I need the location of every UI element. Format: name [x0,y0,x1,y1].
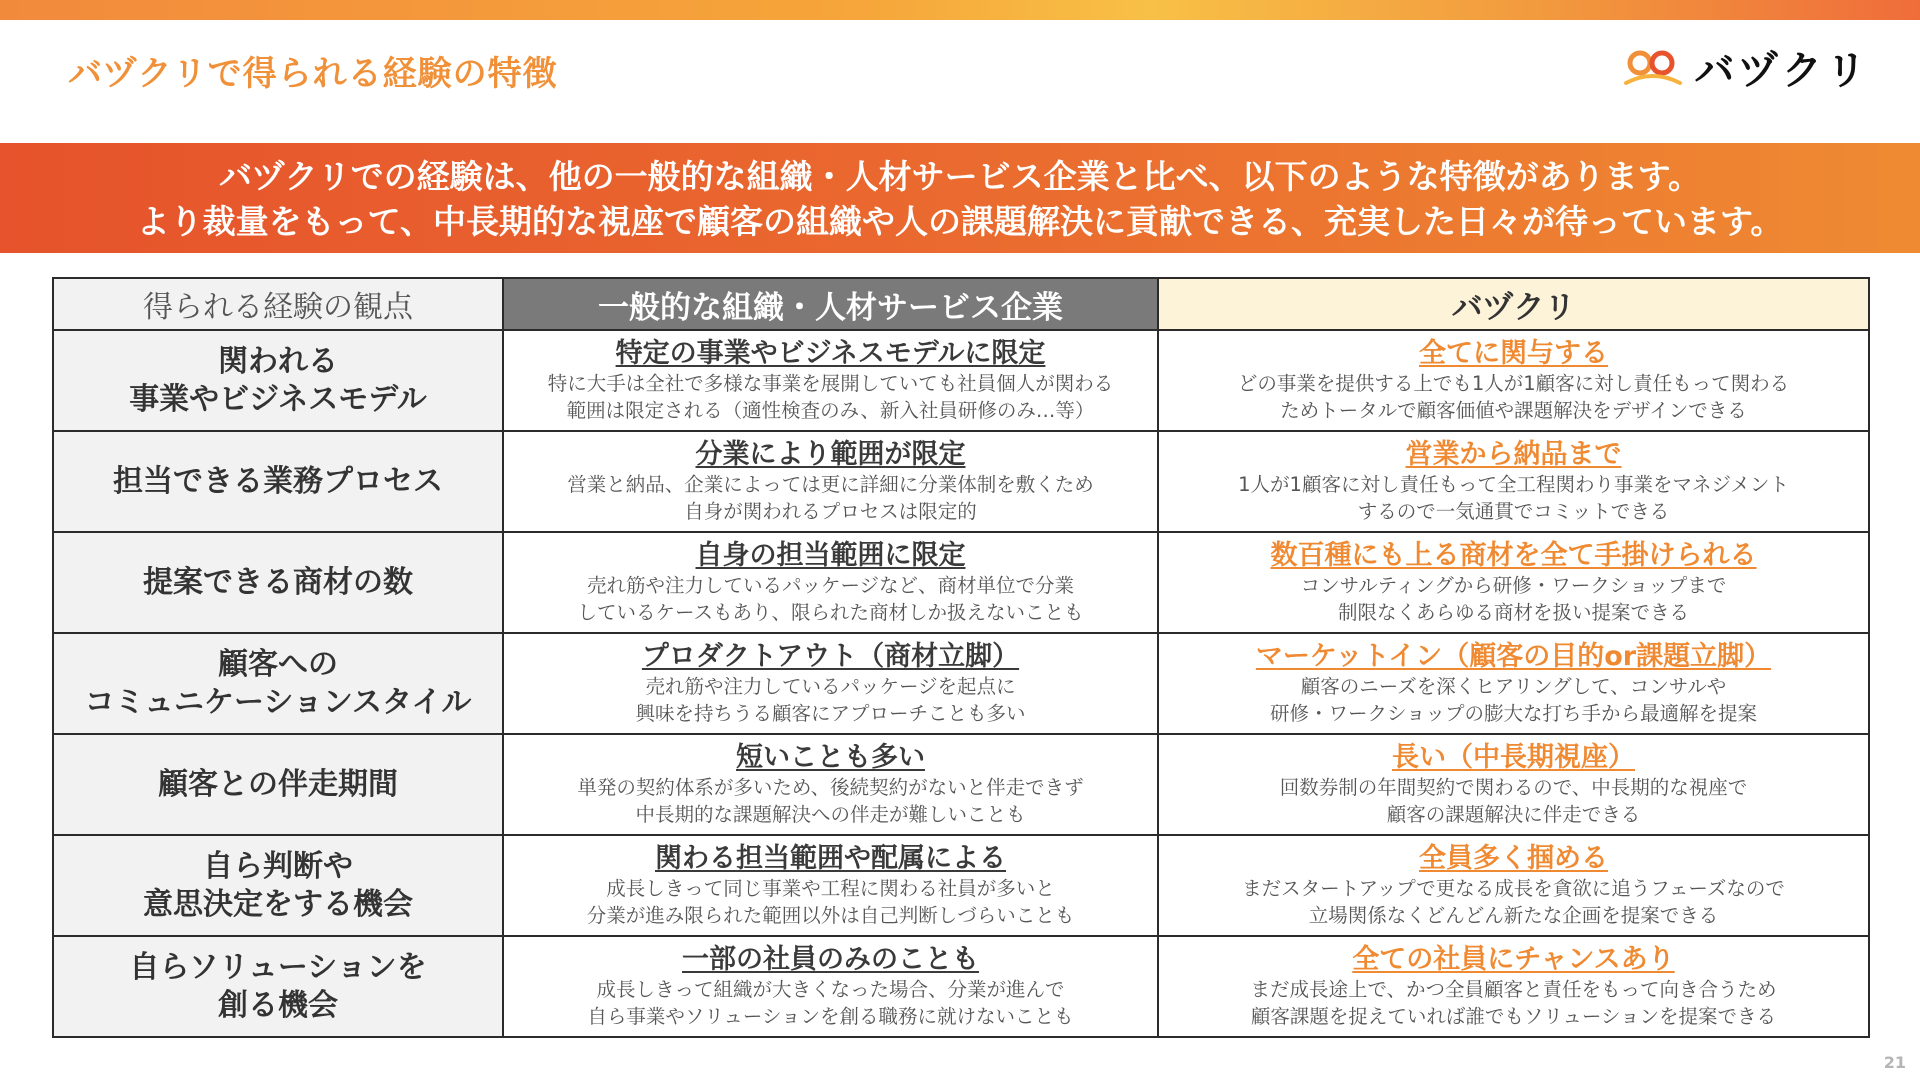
general-cell-description [504,774,1157,828]
brand-logo [1622,42,1870,92]
bazukuri-cell-description [1159,471,1868,525]
general-cell-title: プロダクトアウト（商材立脚） [641,640,1020,672]
bazukuri-cell-title: 数百種にも上る商材を全て手掛けられる [1270,539,1757,571]
description-line: まだ成長途上で、かつ全員顧客と責任をもって向き合うため [1250,977,1777,1001]
description-line: 回数券制の年間契約で関わるので、中長期的な視座で [1279,775,1748,799]
header-general-company: 一般的な組織・人材サービス企業 [503,278,1158,330]
description-line: 成長しきって組織が大きくなった場合、分業が進んで [596,977,1065,1001]
description-line: 立場関係なくどんどん新たな企画を提案できる [1308,903,1719,927]
general-cell-title: 分業により範囲が限定 [695,438,966,470]
description-line: 顧客課題を捉えていれば誰でもソリューションを提案できる [1250,1004,1777,1028]
aspect-label-line: 自ら判断や [203,848,353,884]
bazukuri-cell-title: 長い（中長期視座） [1392,741,1635,773]
aspect-label-line: コミュニケーションスタイル [84,684,472,720]
table-row [53,835,1869,936]
bazukuri-cell-title: 全てに関与する [1419,337,1608,369]
description-line: 1人が1顧客に対し責任もって全工程関わり事業をマネジメント [1238,472,1789,496]
description-line: 分業が進み限られた範囲以外は自己判断しづらいことも [586,903,1075,927]
description-line: 成長しきって同じ事業や工程に関わる社員が多いと [606,876,1055,900]
description-line: 興味を持ちうる顧客にアプローチことも多い [635,701,1026,725]
page-number: 21 [1883,1053,1906,1072]
bazukuri-cell-description [1159,976,1868,1030]
table-row [53,532,1869,633]
logo-mark-icon [1622,47,1684,87]
table-header-row [53,278,1869,330]
bazukuri-cell-description [1159,875,1868,929]
description-line: 研修・ワークショップの膨大な打ち手から最適解を提案 [1269,701,1758,725]
bazukuri-cell-description [1159,572,1868,626]
description-line: 制限なくあらゆる商材を扱い提案できる [1337,600,1689,624]
summary-banner [0,143,1920,253]
bazukuri-cell [1158,734,1869,835]
description-line: 売れ筋や注力しているパッケージを起点に [645,674,1016,698]
description-line: まだスタートアップで更なる成長を貪欲に追うフェーズなので [1242,876,1785,900]
general-company-cell [503,835,1158,936]
comparison-table [52,277,1870,1038]
bazukuri-cell [1158,330,1869,431]
description-line: 特に大手は全社で多様な事業を展開していても社員個人が関わる [547,371,1114,395]
description-line: 自身が関われるプロセスは限定的 [684,499,977,523]
table-row [53,734,1869,835]
general-cell-description [504,875,1157,929]
aspect-cell [53,532,503,633]
aspect-cell [53,936,503,1037]
aspect-label-line: 創る機会 [218,987,338,1023]
general-cell-title: 特定の事業やビジネスモデルに限定 [615,337,1046,369]
aspect-label-line: 意思決定をする機会 [143,886,413,922]
description-line: 単発の契約体系が多いため、後続契約がないと伴走できず [577,775,1084,799]
bazukuri-cell-description [1159,673,1868,727]
bazukuri-cell-description [1159,370,1868,424]
bazukuri-cell-title: 営業から納品まで [1405,438,1622,470]
general-cell-title: 関わる担当範囲や配属による [655,842,1006,874]
general-cell-description [504,471,1157,525]
banner-line-2: より裁量をもって、中長期的な視座で顧客の組織や人の課題解決に貢献できる、充実した日々が待っています。 [136,202,1784,241]
logo-text: バヅクリ [1694,47,1870,94]
table-row [53,633,1869,734]
description-line: 営業と納品、企業によっては更に詳細に分業体制を敷くため [567,472,1094,496]
description-line: するので一気通貫でコミットできる [1357,499,1670,523]
header-aspect: 得られる経験の観点 [53,278,503,330]
bazukuri-cell [1158,532,1869,633]
table-row [53,936,1869,1037]
description-line: コンサルティングから研修・ワークショップまで [1300,573,1727,597]
aspect-cell [53,734,503,835]
aspect-cell [53,431,503,532]
description-line: 顧客の課題解決に伴走できる [1386,802,1641,826]
bazukuri-cell-title: 全ての社員にチャンスあり [1352,943,1675,975]
top-accent-bar [0,0,1920,20]
bazukuri-cell [1158,431,1869,532]
aspect-label-line: 自らソリューションを [129,949,427,985]
general-cell-description [504,572,1157,626]
general-company-cell [503,330,1158,431]
general-company-cell [503,936,1158,1037]
general-cell-description [504,370,1157,424]
aspect-cell [53,633,503,734]
aspect-cell [53,835,503,936]
description-line: 範囲は限定される（適性検査のみ、新入社員研修のみ…等） [566,398,1095,422]
description-line: 顧客のニーズを深くヒアリングして、コンサルや [1300,674,1727,698]
description-line: ためトータルで顧客価値や課題解決をデザインできる [1280,398,1747,422]
bazukuri-cell-title: マーケットイン（顧客の目的or課題立脚） [1255,640,1772,672]
description-line: 中長期的な課題解決への伴走が難しいことも [635,802,1026,826]
header-bazukuri: バヅクリ [1158,278,1869,330]
general-company-cell [503,734,1158,835]
description-line: 売れ筋や注力しているパッケージなど、商材単位で分業 [586,573,1075,597]
aspect-label-line: 関われる [218,343,338,379]
general-cell-description [504,976,1157,1030]
aspect-cell [53,330,503,431]
table-row [53,431,1869,532]
aspect-label-line: 提案できる商材の数 [143,564,413,600]
bazukuri-cell [1158,633,1869,734]
aspect-label-line: 事業やビジネスモデル [129,381,427,417]
page-title: バヅクリで得られる経験の特徴 [68,54,558,94]
bazukuri-cell-title: 全員多く掴める [1419,842,1608,874]
bazukuri-cell-description [1159,774,1868,828]
general-cell-title: 一部の社員のみのことも [682,943,979,975]
general-cell-title: 短いことも多い [736,741,925,773]
general-cell-description [504,673,1157,727]
aspect-label-line: 顧客への [218,646,338,682]
table-row [53,330,1869,431]
banner-line-1: バヅクリでの経験は、他の一般的な組織・人材サービス企業と比べ、以下のような特徴があります。 [218,157,1702,196]
aspect-label-line: 顧客との伴走期間 [158,766,398,802]
general-company-cell [503,532,1158,633]
description-line: どの事業を提供する上でも1人が1顧客に対し責任もって関わる [1237,371,1790,395]
general-cell-title: 自身の担当範囲に限定 [695,539,966,571]
general-company-cell [503,633,1158,734]
aspect-label-line: 担当できる業務プロセス [113,463,443,499]
bazukuri-cell [1158,835,1869,936]
general-company-cell [503,431,1158,532]
bazukuri-cell [1158,936,1869,1037]
description-line: 自ら事業やソリューションを創る職務に就けないことも [587,1004,1074,1028]
description-line: しているケースもあり、限られた商材しか扱えないことも [577,600,1084,624]
